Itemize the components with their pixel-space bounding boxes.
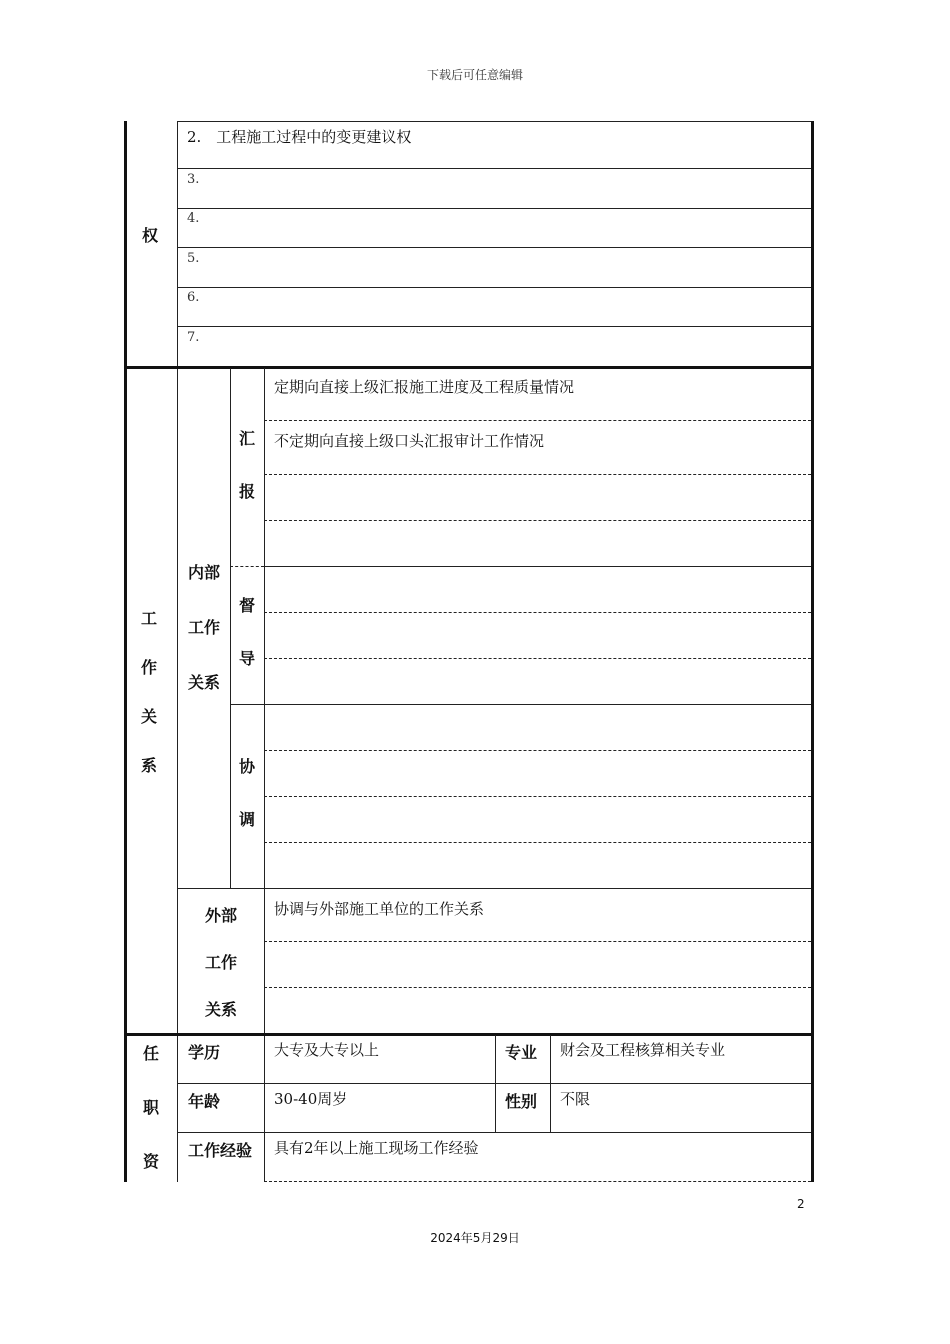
rule [177,888,811,889]
age-label: 年龄 [188,1092,221,1111]
dashed-rule [264,796,811,797]
dashed-rule [264,941,811,942]
supervise-char: 督 [239,596,256,615]
section-divider [124,366,814,369]
coordinate-char: 调 [239,810,256,829]
rights-item-5: 5. [187,251,200,266]
report-label [239,426,255,502]
gender-label: 性别 [505,1092,538,1111]
dashed-rule [264,987,811,988]
supervise-label [239,593,255,669]
middle-column-divider [495,1035,496,1133]
rule [177,121,811,122]
qualifications-char: 资 [143,1152,160,1171]
rule [177,287,811,288]
page-date: 2024年5月29日 [430,1231,520,1245]
internal-label-line: 关系 [188,673,221,692]
dashed-rule [264,658,811,659]
report-item: 不定期向直接上级口头汇报审计工作情况 [274,432,545,450]
table-right-border [811,121,814,1182]
work-relations-char: 关 [141,707,158,726]
coordinate-label [239,754,255,830]
qualifications-char: 任 [143,1044,160,1063]
report-char: 汇 [239,429,256,448]
rule [177,1132,811,1133]
rule [264,566,811,567]
content-column-divider [264,368,265,1182]
dashed-rule [264,520,811,521]
dashed-rule [264,1181,811,1182]
external-label-line: 外部 [205,906,238,925]
rule [177,1083,811,1084]
dashed-rule [264,842,811,843]
experience-label: 工作经验 [188,1141,253,1160]
internal-label-line: 工作 [188,618,221,637]
middle-column-divider [550,1035,551,1133]
dashed-rule [264,420,811,421]
table-left-border [124,121,127,1182]
internal-relations-label [188,560,220,693]
rule [177,326,811,327]
rule [177,168,811,169]
report-supervise-divider [230,566,264,567]
age-value: 30-40周岁 [274,1090,348,1108]
external-item: 协调与外部施工单位的工作关系 [274,900,485,918]
major-value: 财会及工程核算相关专业 [560,1041,726,1059]
supervise-char: 导 [239,649,256,668]
page-header: 下载后可任意编辑 [426,68,523,82]
dashed-rule [264,612,811,613]
rule [230,704,811,705]
education-label: 学历 [188,1043,221,1062]
report-char: 报 [239,482,256,501]
work-relations-char: 作 [141,658,158,677]
dashed-rule [264,750,811,751]
work-relations-char: 系 [141,756,158,775]
report-item: 定期向直接上级汇报施工进度及工程质量情况 [274,378,575,396]
education-value: 大专及大专以上 [274,1041,380,1059]
rights-item-2: 2. 工程施工过程中的变更建议权 [187,128,412,146]
internal-label-line: 内部 [188,563,221,582]
coordinate-char: 协 [239,757,256,776]
rights-label: 权 [142,226,159,245]
internal-subcolumn-divider [230,368,231,888]
work-relations-char: 工 [141,609,158,628]
external-label-line: 关系 [205,1000,238,1019]
rule [177,247,811,248]
major-label: 专业 [505,1043,538,1062]
external-relations-label [205,903,237,1020]
rights-item-6: 6. [187,290,200,305]
qualifications-char: 职 [143,1098,160,1117]
qualifications-label [143,1041,159,1172]
rights-item-7: 7. [187,330,200,345]
rights-item-3: 3. [187,172,200,187]
dashed-rule [264,474,811,475]
external-label-line: 工作 [205,953,238,972]
experience-value: 具有2年以上施工现场工作经验 [274,1139,479,1157]
gender-value: 不限 [560,1090,591,1108]
work-relations-label [141,606,157,776]
section-divider [124,1033,814,1036]
label-column-divider [177,121,178,1182]
rule [177,208,811,209]
rights-item-4: 4. [187,211,200,226]
page-number: 2 [797,1197,805,1211]
